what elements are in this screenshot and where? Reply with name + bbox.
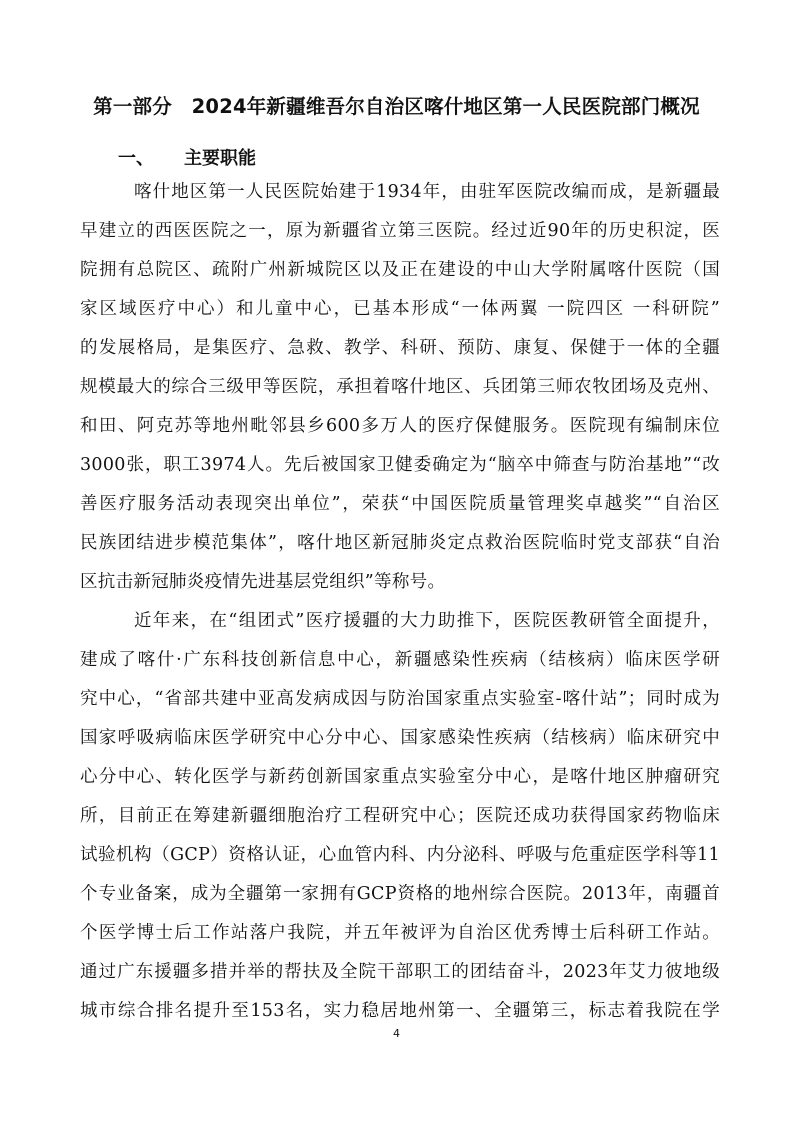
section-number: 一、 (118, 148, 154, 169)
section-heading (118, 145, 256, 173)
paragraph-line: 试验机构（GCP）资格认证，心血管内科、内分泌科、呼吸与危重症医学科等11 (80, 845, 720, 865)
paragraph-line: 善医疗服务活动表现突出单位”，荣获“中国医院质量管理奖卓越奖”“自治区 (80, 494, 720, 514)
section-title: 主要职能 (184, 148, 256, 169)
paragraph-line: 区抗击新冠肺炎疫情先进基层党组织”等称号。 (80, 572, 446, 592)
paragraph-line: 近年来，在“组团式”医疗援疆的大力助推下，医院医教研管全面提升， (134, 611, 720, 631)
paragraph-line: 民族团结进步模范集体”，喀什地区新冠肺炎定点救治医院临时党支部获“自治 (80, 533, 720, 553)
paragraph-line: 国家呼吸病临床医学研究中心分中心、国家感染性疾病（结核病）临床研究中 (80, 728, 720, 748)
paragraph-line: 3000张，职工3974人。先后被国家卫健委确定为“脑卒中筛查与防治基地”“改 (80, 455, 720, 475)
paragraph-line: 喀什地区第一人民医院始建于1934年，由驻军医院改编而成，是新疆最 (134, 182, 720, 202)
paragraph-line: 个专业备案，成为全疆第一家拥有GCP资格的地州综合医院。2013年，南疆首 (80, 884, 720, 904)
document-title: 第一部分 2024年新疆维吾尔自治区喀什地区第一人民医院部门概况 (93, 95, 700, 118)
paragraph-line: 城市综合排名提升至153名，实力稳居地州第一、全疆第三，标志着我院在学 (80, 1001, 720, 1021)
paragraph-line: 建成了喀什·广东科技创新信息中心，新疆感染性疾病（结核病）临床医学研 (80, 650, 720, 670)
paragraph-line: 个医学博士后工作站落户我院，并五年被评为自治区优秀博士后科研工作站。 (80, 923, 720, 943)
paragraph-line: 院拥有总院区、疏附广州新城院区以及正在建设的中山大学附属喀什医院（国 (80, 260, 720, 280)
paragraph-line: 心分中心、转化医学与新药创新国家重点实验室分中心，是喀什地区肿瘤研究 (80, 767, 720, 787)
paragraph-line: 的发展格局，是集医疗、急救、教学、科研、预防、康复、保健于一体的全疆 (80, 338, 720, 358)
paragraph-line: 和田、阿克苏等地州毗邻县乡600多万人的医疗保健服务。医院现有编制床位 (80, 416, 720, 436)
paragraph-line: 究中心，“省部共建中亚高发病成因与防治国家重点实验室-喀什站”；同时成为 (80, 689, 720, 709)
paragraph-line: 所，目前正在筹建新疆细胞治疗工程研究中心；医院还成功获得国家药物临床 (80, 806, 720, 826)
paragraph-line: 早建立的西医医院之一，原为新疆省立第三医院。经过近90年的历史积淀，医 (80, 221, 720, 241)
paragraph-line: 通过广东援疆多措并举的帮扶及全院干部职工的团结奋斗，2023年艾力彼地级 (80, 962, 720, 982)
paragraph-line: 家区域医疗中心）和儿童中心，已基本形成“一体两翼 一院四区 一科研院” (80, 299, 720, 319)
paragraph-line: 规模最大的综合三级甲等医院，承担着喀什地区、兵团第三师农牧团场及克州、 (80, 377, 720, 397)
page-number: 4 (393, 1027, 400, 1040)
